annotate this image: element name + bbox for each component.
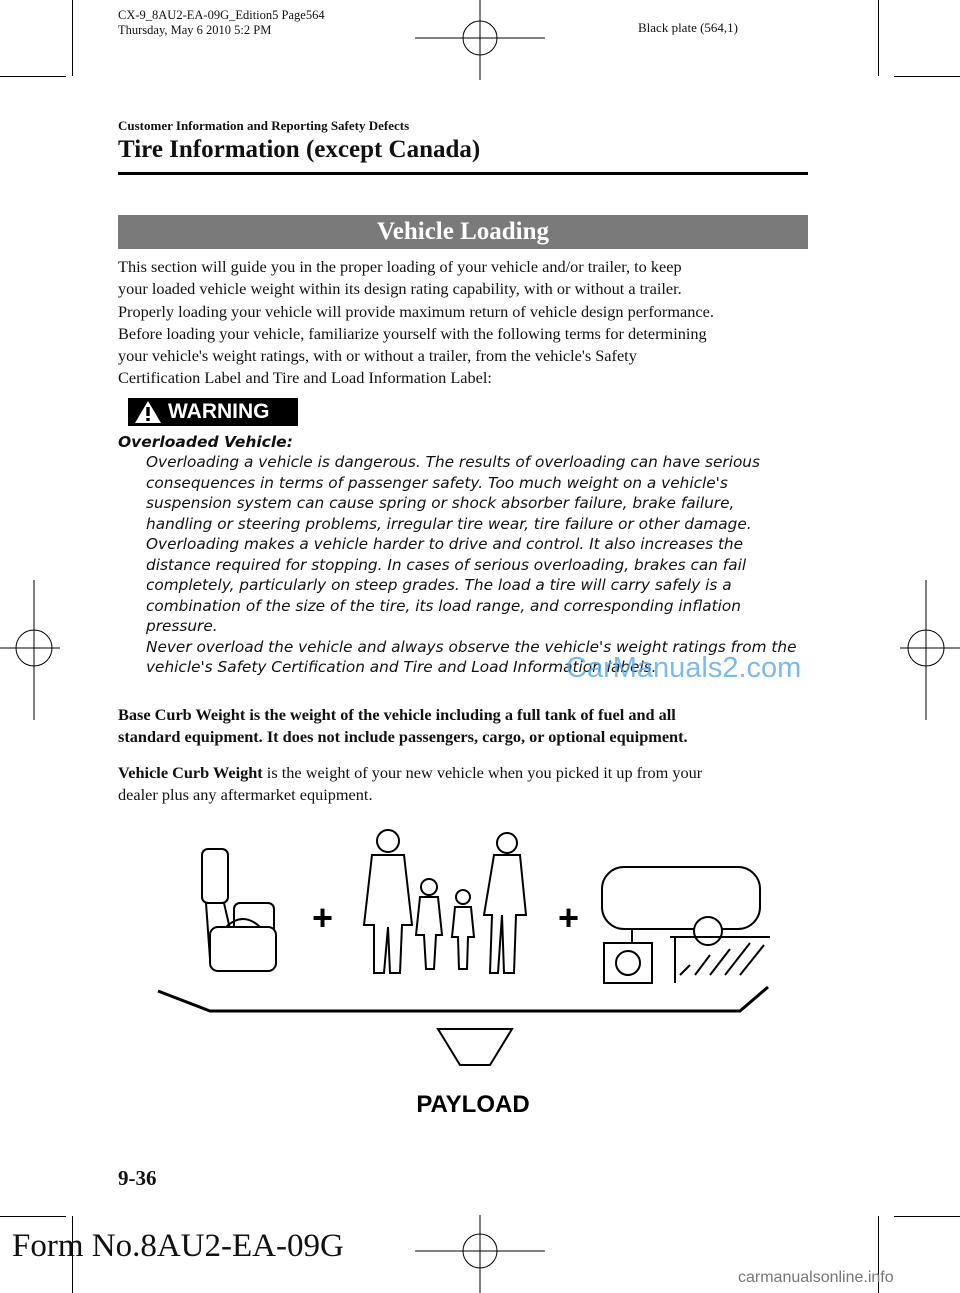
intro-line: Before loading your vehicle, familiarize yourself with the following terms for determining xyxy=(118,323,707,343)
payload-label: PAYLOAD xyxy=(416,1091,530,1118)
footer-site: carmanualsonline.info xyxy=(738,1269,894,1286)
warning-line: Overloading makes a vehicle harder to drive and control. It also increases the xyxy=(146,535,744,553)
page-title: Tire Information (except Canada) xyxy=(118,136,481,163)
crop-mark xyxy=(0,1216,66,1217)
registration-mark-top xyxy=(415,0,545,80)
title-rule xyxy=(118,172,808,175)
intro-line: your loaded vehicle weight within its design rating capability, with or without a trailer. xyxy=(118,279,682,299)
luggage-icon xyxy=(202,849,276,971)
warning-line: suspension system can cause spring or shock absorber failure, brake failure, xyxy=(146,494,735,512)
print-meta xyxy=(118,8,325,38)
warning-line: consequences in terms of passenger safety. Too much weight on a vehicle's xyxy=(146,473,728,492)
plate-label: Black plate (564,1) xyxy=(638,20,738,35)
warning-line: Never overload the vehicle and always observe the vehicle's weight ratings from the xyxy=(146,637,797,656)
intro-line: your vehicle's weight ratings, with or without a trailer, from the vehicle's Safety xyxy=(118,346,637,366)
watermark: CarManuals2.com xyxy=(566,652,802,684)
warning-icon xyxy=(128,398,168,426)
trailer-scale-icon xyxy=(602,867,770,983)
intro-line: Certification Label and Tire and Load Information Label: xyxy=(118,368,492,388)
crop-mark xyxy=(894,76,960,77)
crop-mark xyxy=(72,0,73,76)
bracket-line xyxy=(158,987,768,1011)
crop-mark xyxy=(878,0,879,76)
family-icon xyxy=(364,830,526,973)
base-curb-weight-paragraph xyxy=(118,704,808,749)
vehicle-curb-weight-paragraph xyxy=(118,762,808,807)
down-arrow-icon xyxy=(438,1029,512,1065)
warning-line: Overloading a vehicle is dangerous. The results of overloading can have serious xyxy=(146,453,760,471)
payload-illustration xyxy=(150,825,790,1125)
registration-mark-left xyxy=(0,580,60,720)
warning-title: Overloaded Vehicle: xyxy=(118,433,293,451)
base-curb-line: standard equipment. It does not include passengers, cargo, or optional equipment. xyxy=(118,727,688,747)
form-number: Form No.8AU2-EA-09G xyxy=(12,1228,344,1264)
base-curb-line: Base Curb Weight is the weight of the vehicle including a full tank of fuel and all xyxy=(118,705,676,724)
warning-line: distance required for stopping. In cases of serious overloading, brakes can fail xyxy=(146,555,747,574)
vehicle-curb-line: dealer plus any aftermarket equipment. xyxy=(118,785,373,805)
warning-line: vehicle's Safety Certification and Tire and Load Information labels. xyxy=(146,658,657,676)
section-label: Customer Information and Reporting Safety Defects xyxy=(118,118,410,133)
intro-line: This section will guide you in the proper loading of your vehicle and/or trailer, to keep xyxy=(118,257,682,276)
intro-paragraph xyxy=(118,256,813,390)
crop-mark xyxy=(0,76,66,77)
warning-line: handling or steering problems, irregular tire wear, tire failure or other damage. xyxy=(146,514,752,533)
vehicle-curb-text: is the weight of your new vehicle when you picked it up from your xyxy=(262,763,703,782)
plus-sign: + xyxy=(312,897,334,938)
warning-badge xyxy=(128,398,298,426)
page-number: 9-36 xyxy=(118,1166,157,1190)
vehicle-curb-line xyxy=(118,762,808,784)
plus-sign: + xyxy=(558,897,580,938)
section-heading: Vehicle Loading xyxy=(118,215,808,249)
vehicle-curb-term: Vehicle Curb Weight xyxy=(118,763,263,782)
registration-mark-right xyxy=(900,580,960,720)
warning-line: pressure. xyxy=(146,617,218,635)
warning-label: WARNING xyxy=(168,400,270,423)
print-meta-file: CX-9_8AU2-EA-09G_Edition5 Page564 xyxy=(118,8,325,22)
warning-line: completely, particularly on steep grades. The load a tire will carry safely is a xyxy=(146,576,732,594)
intro-line: Properly loading your vehicle will provide maximum return of vehicle design performance. xyxy=(118,301,714,321)
crop-mark xyxy=(894,1216,960,1217)
warning-text xyxy=(146,452,816,678)
registration-mark-bottom xyxy=(415,1215,545,1293)
print-meta-date: Thursday, May 6 2010 5:2 PM xyxy=(118,23,272,37)
warning-line: combination of the size of the tire, its load range, and corresponding inflation xyxy=(146,596,741,615)
